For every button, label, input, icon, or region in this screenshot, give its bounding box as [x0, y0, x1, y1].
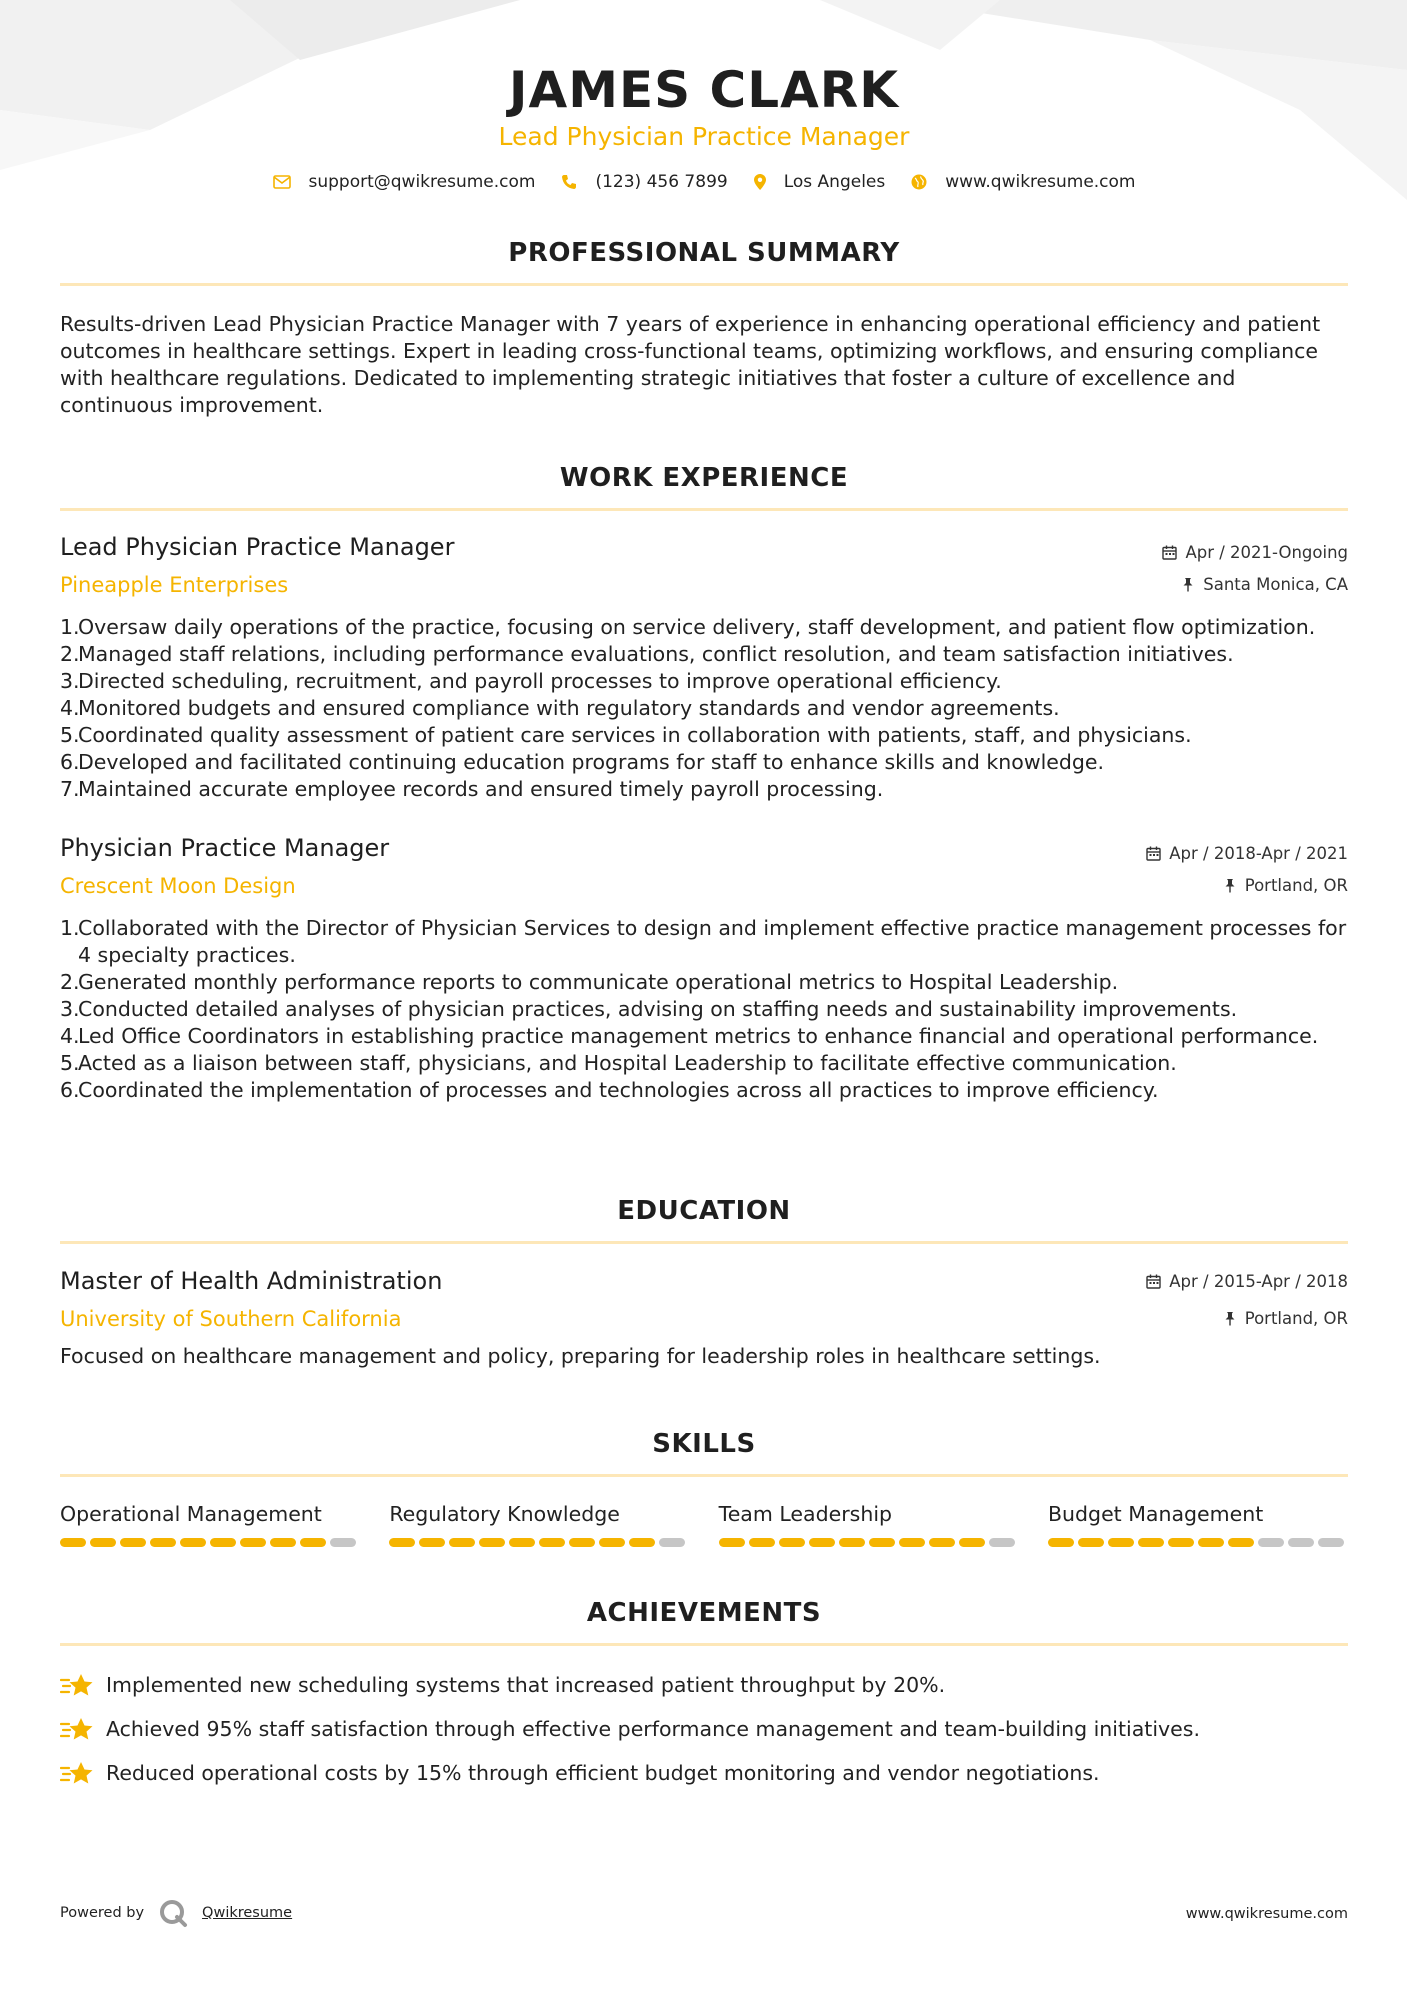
list-item: 5. Acted as a liaison between staff, physicians, and Hospital Leadership to facilitate effective communication. [60, 1051, 1177, 1075]
contact-location [754, 172, 886, 192]
education-heading: EDUCATION [617, 1196, 791, 1226]
skill-dot-empty [1258, 1538, 1284, 1547]
contact-website[interactable] [911, 172, 1135, 192]
skill-dot-filled [1138, 1538, 1164, 1547]
shooting-star-icon [60, 1716, 94, 1742]
job-location [1181, 575, 1348, 594]
skill-dot-filled [419, 1538, 445, 1547]
skill-dot-filled [839, 1538, 865, 1547]
skill-dot-filled [1228, 1538, 1254, 1547]
skill-dot-filled [779, 1538, 805, 1547]
skill-label: Regulatory Knowledge [389, 1502, 620, 1526]
skill-dot-empty [1318, 1538, 1344, 1547]
skill-dot-filled [569, 1538, 595, 1547]
job-dates [1146, 844, 1348, 863]
skill-dot-empty [989, 1538, 1015, 1547]
list-item: 2. Generated monthly performance reports to communicate operational metrics to Hospital Leadership. [60, 970, 1119, 994]
education-divider [60, 1241, 1348, 1244]
achievement-item [60, 1672, 1348, 1698]
skill-dot-filled [509, 1538, 535, 1547]
skill-label: Operational Management [60, 1502, 322, 1526]
achievement-text: Reduced operational costs by 15% through efficient budget monitoring and vendor negotiations. [106, 1761, 1100, 1785]
skill-dot-filled [809, 1538, 835, 1547]
summary-divider [60, 283, 1348, 286]
calendar-icon [1146, 846, 1161, 861]
skill-item [60, 1500, 360, 1547]
skill-dot-filled [210, 1538, 236, 1547]
skill-dot-filled [929, 1538, 955, 1547]
job-company: Crescent Moon Design [60, 874, 296, 898]
list-item: 1. Oversaw daily operations of the practice, focusing on service delivery, staff development, and patient flow optimization. [60, 615, 1316, 639]
education-location-text: Portland, OR [1244, 1309, 1348, 1328]
education-dates-text: Apr / 2015-Apr / 2018 [1169, 1272, 1348, 1291]
skill-dot-filled [150, 1538, 176, 1547]
skill-dot-filled [749, 1538, 775, 1547]
contact-bar [60, 172, 1348, 192]
skill-dot-filled [389, 1538, 415, 1547]
experience-heading: WORK EXPERIENCE [559, 463, 849, 493]
envelope-icon [273, 175, 291, 189]
skills-grid [60, 1500, 1348, 1547]
skill-dot-filled [899, 1538, 925, 1547]
achievement-item [60, 1760, 1348, 1786]
skill-rating [1048, 1538, 1348, 1547]
education-location [1223, 1309, 1348, 1328]
summary-text: Results-driven Lead Physician Practice Manager with 7 years of experience in enhancing operational efficiency and patient outcomes in healthcare settings. Expert in leading cross-functional teams, optimizing workflows, and ensuring compliance with healthcare regulations. Dedicated to implementing strategic initiatives that foster a culture of excellence and continuous improvement. [60, 312, 1321, 417]
skill-dot-filled [1198, 1538, 1224, 1547]
skill-dot-filled [270, 1538, 296, 1547]
list-item: 4. Monitored budgets and ensured compliance with regulatory standards and vendor agreements. [60, 696, 1060, 720]
candidate-title: Lead Physician Practice Manager [498, 122, 910, 151]
skill-dot-filled [449, 1538, 475, 1547]
phone-icon [561, 174, 577, 190]
skill-dot-filled [599, 1538, 625, 1547]
skill-rating [389, 1538, 689, 1547]
job-location [1223, 876, 1348, 895]
skill-dot-empty [1288, 1538, 1314, 1547]
job-dates [1162, 543, 1348, 562]
job-responsibilities-list [60, 915, 1348, 1104]
education-description: Focused on healthcare management and policy, preparing for leadership roles in healthcare settings. [60, 1344, 1101, 1368]
pushpin-icon [1181, 577, 1195, 592]
list-item: 7. Maintained accurate employee records and ensured timely payroll processing. [60, 777, 884, 801]
resume-header [60, 58, 1348, 152]
contact-website-text: www.qwikresume.com [945, 172, 1136, 192]
list-item: 1. Collaborated with the Director of Physician Services to design and implement effective practice management processes for 4 specialty practices. [60, 916, 1347, 967]
skill-dot-filled [1078, 1538, 1104, 1547]
skill-dot-filled [1168, 1538, 1194, 1547]
contact-location-text: Los Angeles [783, 172, 886, 192]
job-title: Physician Practice Manager [60, 834, 390, 862]
skill-dot-filled [959, 1538, 985, 1547]
qwikresume-logo-icon [158, 1898, 188, 1928]
contact-phone-text: (123) 456 7899 [595, 172, 728, 192]
skill-dot-filled [869, 1538, 895, 1547]
calendar-icon [1162, 545, 1177, 560]
job-location-text: Santa Monica, CA [1203, 575, 1348, 594]
job-title: Lead Physician Practice Manager [60, 533, 455, 561]
skills-heading: SKILLS [652, 1429, 756, 1459]
skill-dot-filled [1048, 1538, 1074, 1547]
job-dates-text: Apr / 2018-Apr / 2021 [1169, 844, 1348, 863]
skill-dot-filled [90, 1538, 116, 1547]
skill-rating [60, 1538, 360, 1547]
powered-by-label: Powered by [60, 1905, 145, 1921]
globe-icon [911, 174, 927, 190]
contact-email-text: support@qwikresume.com [308, 172, 536, 192]
skill-item [719, 1500, 1019, 1547]
skill-dot-filled [60, 1538, 86, 1547]
resume-page [60, 0, 1348, 1990]
achievements-heading: ACHIEVEMENTS [586, 1598, 822, 1628]
experience-divider [60, 508, 1348, 511]
shooting-star-icon [60, 1760, 94, 1786]
job-dates-text: Apr / 2021-Ongoing [1185, 543, 1348, 562]
achievement-text: Achieved 95% staff satisfaction through effective performance management and team-building initiatives. [106, 1717, 1200, 1741]
footer-url[interactable]: www.qwikresume.com [1185, 1906, 1348, 1922]
list-item: 2. Managed staff relations, including performance evaluations, conflict resolution, and team satisfaction initiatives. [60, 642, 1234, 666]
job-company: Pineapple Enterprises [60, 573, 289, 597]
skill-dot-filled [629, 1538, 655, 1547]
skill-dot-filled [300, 1538, 326, 1547]
skill-dot-filled [120, 1538, 146, 1547]
skills-divider [60, 1474, 1348, 1477]
skill-dot-empty [330, 1538, 356, 1547]
list-item: 6. Developed and facilitated continuing education programs for staff to enhance skills and knowledge. [60, 750, 1105, 774]
skill-dot-filled [719, 1538, 745, 1547]
education-dates [1146, 1272, 1348, 1291]
skill-item [1048, 1500, 1348, 1547]
skill-rating [719, 1538, 1019, 1547]
footer-powered-by [60, 1898, 292, 1928]
location-pin-icon [754, 174, 766, 190]
skill-dot-filled [539, 1538, 565, 1547]
skill-dot-filled [1108, 1538, 1134, 1547]
summary-heading: PROFESSIONAL SUMMARY [508, 238, 900, 268]
job-responsibilities-list [60, 614, 1348, 803]
contact-email[interactable] [273, 172, 536, 192]
shooting-star-icon [60, 1672, 94, 1698]
candidate-name: JAMES CLARK [508, 61, 900, 119]
skill-label: Team Leadership [718, 1502, 893, 1526]
list-item: 4. Led Office Coordinators in establishing practice management metrics to enhance financial and operational performance. [60, 1024, 1319, 1048]
list-item: 6. Coordinated the implementation of processes and technologies across all practices to improve efficiency. [60, 1078, 1159, 1102]
contact-phone[interactable] [561, 172, 727, 192]
job-location-text: Portland, OR [1244, 876, 1348, 895]
achievement-text: Implemented new scheduling systems that increased patient throughput by 20%. [106, 1673, 946, 1697]
achievement-item [60, 1716, 1348, 1742]
list-item: 3. Conducted detailed analyses of physician practices, advising on staffing needs and sustainability improvements. [60, 997, 1238, 1021]
skill-item [389, 1500, 689, 1547]
pushpin-icon [1223, 878, 1237, 893]
school-name: University of Southern California [60, 1307, 402, 1331]
skill-dot-filled [479, 1538, 505, 1547]
degree-title: Master of Health Administration [60, 1267, 443, 1295]
skill-label: Budget Management [1047, 1502, 1264, 1526]
qwikresume-link[interactable]: Qwikresume [202, 1905, 293, 1921]
skill-dot-filled [180, 1538, 206, 1547]
achievements-divider [60, 1643, 1348, 1646]
list-item: 5. Coordinated quality assessment of patient care services in collaboration with patients, staff, and physicians. [60, 723, 1192, 747]
skill-dot-empty [659, 1538, 685, 1547]
list-item: 3. Directed scheduling, recruitment, and payroll processes to improve operational efficiency. [60, 669, 1002, 693]
skill-dot-filled [240, 1538, 266, 1547]
calendar-icon [1146, 1274, 1161, 1289]
pushpin-icon [1223, 1311, 1237, 1326]
